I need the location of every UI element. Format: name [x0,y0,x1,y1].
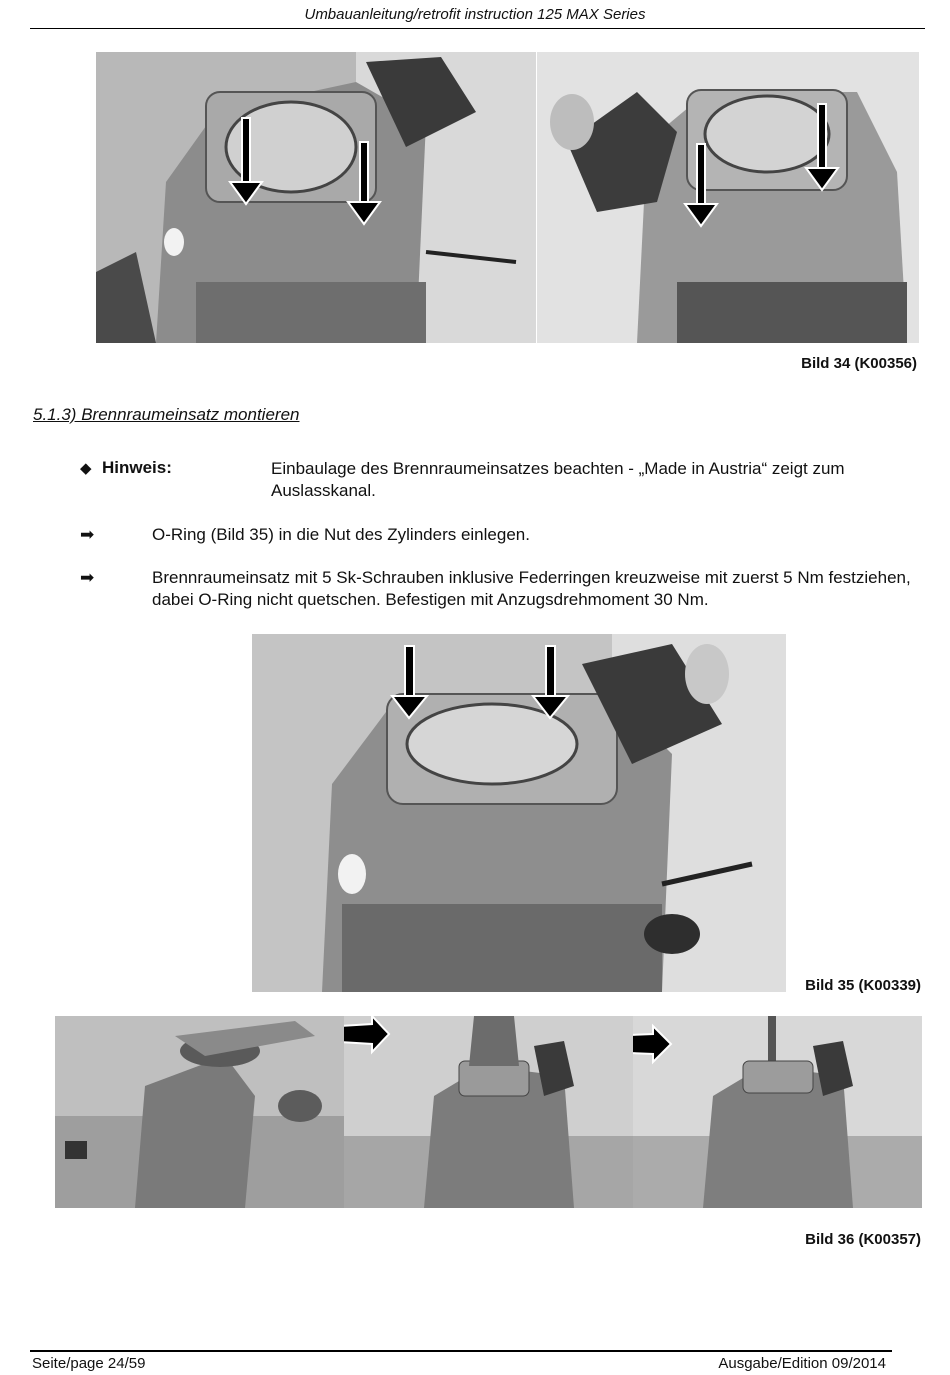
bild34-photo-left [96,52,536,343]
step-2-arrow-icon: ➡ [80,568,95,587]
document-header-title: Umbauanleitung/retrofit instruction 125 MAX Series [304,6,646,23]
note-text: Einbaulage des Brennraumeinsatzes beachten - „Made in Austria“ zeigt zum Auslasskanal. [271,459,845,500]
bild36-photo-step-2 [344,1016,633,1208]
bild36-caption: Bild 36 (K00357) [805,1231,921,1248]
step-1-text: O-Ring (Bild 35) in die Nut des Zylinders einlegen. [152,525,530,544]
bild36-photo-step-1 [55,1016,344,1208]
diamond-icon: ◆ [80,460,92,477]
note-label: Hinweis: [102,458,172,477]
bild36-photo-step-3 [633,1016,922,1208]
bild35-caption: Bild 35 (K00339) [805,977,921,994]
bild34-caption: Bild 34 (K00356) [801,355,917,372]
step-2-text: Brennraumeinsatz mit 5 Sk-Schrauben inklusive Federringen kreuzweise mit zuerst 5 Nm festziehen, dabei O-Ring nicht quetschen. Befestigen mit Anzugsdrehmoment 30 Nm. [152,568,911,609]
footer-page-number: Seite/page 24/59 [32,1355,146,1372]
footer-edition: Ausgabe/Edition 09/2014 [718,1355,886,1372]
step-1-arrow-icon: ➡ [80,525,95,544]
header-divider [30,28,925,29]
section-heading: 5.1.3) Brennraumeinsatz montieren [33,405,300,424]
bild34-photo-right [537,52,919,343]
bild35-photo [252,634,786,992]
footer-divider [30,1350,892,1352]
